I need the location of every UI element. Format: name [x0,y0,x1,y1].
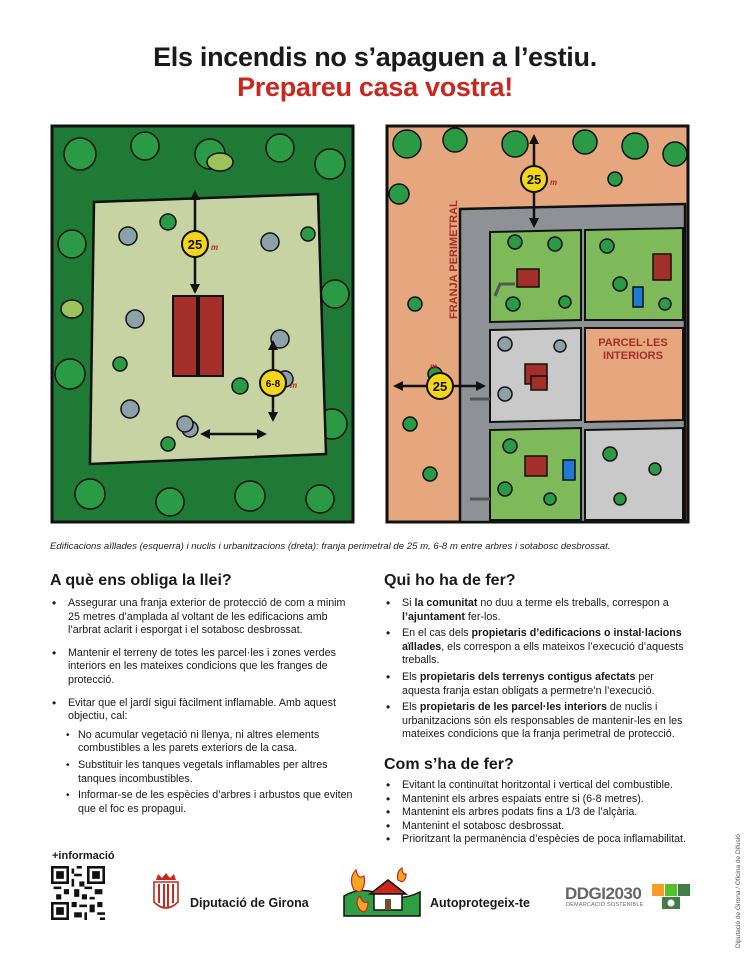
law-heading: A què ens obliga la llei? [50,572,232,589]
left-distance-unit: m [211,243,219,252]
isolated-building-map [50,124,355,524]
who-emph: la comunitat [414,597,478,609]
qr-code[interactable] [51,866,105,920]
who-item [384,701,690,742]
how-heading: Com s’ha de fer? [384,756,514,773]
who-text: de nuclis i urbanitzacions són els responsables de mantenir-les en les mateixes condicions que la franja perimetral de protecció. [402,701,683,741]
left-distance-label: 25 [187,237,203,252]
how-list [384,779,704,847]
law-list [50,597,355,816]
maps-caption: Edificacions aïllades (esquerra) i nuclis i urbanitzacions (dreta): franja perimetral de 25 m, 6-8 m entre arbres i sotabosc desbrossat. [50,541,611,552]
more-info-label: +informació [52,850,115,862]
headline-line-1: Els incendis no s’apaguen a l’estiu. [153,42,597,72]
how-item: • Mantenint els arbres espaiats entre si (6-8 metres). [384,793,704,807]
who-text: Els [402,670,420,683]
who-emph: l’ajuntament [402,610,465,623]
how-item: • Mantenint els arbres podats fins a 1/3 de l’alçària. [384,806,704,820]
right-distance-left-label: 25 [432,379,448,394]
law-subitem-text: Substituir les tanques vegetals inflamables per altres tanques incombustibles. [78,758,328,785]
who-emph: propietaris d’edificacions o instal·lacions aïllades [402,627,682,653]
law-item [50,697,355,817]
who-text: Els [402,701,420,714]
who-text: fer-los. [464,610,501,623]
right-distance-top-label: 25 [526,172,542,187]
who-text: , els correspon a ells mateixos l’execució d’aquests treballs. [402,640,684,667]
autoprotegeix-logo-icon [340,866,424,920]
autoprotegeix-logo-text: Autoprotegeix-te [430,896,530,910]
law-item [50,647,355,688]
who-item [384,597,690,624]
who-item [384,671,690,698]
law-subitem [64,729,355,756]
who-text: En el cas dels [402,627,472,640]
who-list [384,597,690,742]
who-text: Si [402,597,415,609]
tree-spacing-unit: m [290,381,298,390]
tree-spacing-label: 6-8 [265,379,281,390]
sdg-icons [652,884,692,910]
interior-plots-label-2: INTERIORS [603,350,663,362]
ddgi-subtitle: DEMARCACIÓ SOSTENIBLE [566,902,644,908]
law-item-text: Mantenir el terreny de totes les parcel·les i zones verdes interiors en les mateixes condicions que les franges de protecció. [68,646,336,686]
how-item: • Mantenint el sotabosc desbrossat. [384,820,704,834]
right-distance-top-unit: m [550,178,558,187]
who-text: no duu a terme els treballs, correspon a [477,597,669,609]
headline-line-2: Prepareu casa vostra! [237,72,513,102]
law-item-text: Evitar que el jardí sigui fàcilment inflamable. Amb aquest objectiu, cal: [68,696,336,723]
ddgi-logo-text: DDGI2030 [565,884,642,903]
perimeter-strip-label: FRANJA PERIMETRAL [448,200,460,319]
law-subitem-text: No acumular vegetació ni llenya, ni altres elements combustibles a les parets exteriors de la casa. [78,728,320,755]
how-item: • Evitant la continuïtat horitzontal i vertical del combustible. [384,779,704,793]
diputacio-logo-text: Diputació de Girona [190,896,309,910]
who-text: per aquesta franja estan obligats a permetre’n l’execució. [402,670,655,697]
law-item [50,597,355,638]
how-item: • Prioritzant la permanència d’espècies de poca inflamabilitat. [384,833,704,847]
who-heading: Qui ho ha de fer? [384,572,516,589]
who-item [384,627,690,668]
law-subitem [64,759,355,786]
law-subitem [64,789,355,816]
law-subitem-text: Informar-se de les espècies d’arbres i arbustos que eviten que el foc es propagui. [78,789,353,815]
interior-plots-label-1: PARCEL·LES [598,337,668,349]
who-emph: propietaris dels terrenys contigus afectats [419,670,636,683]
urbanization-map [385,124,690,524]
who-emph: propietaris de les parcel·les interiors [419,701,607,714]
credit-vertical: Diputació de Girona / Oficina de Difusió [735,834,742,948]
right-distance-left-unit: m [430,362,438,371]
diputacio-emblem-icon [152,872,180,914]
law-item-text: Assegurar una franja exterior de protecció de com a minim 25 metres d’amplada al voltant de les edificacions amb l’arbrat aclarit i esporgat i el sotabosc desbrossat. [68,597,346,637]
